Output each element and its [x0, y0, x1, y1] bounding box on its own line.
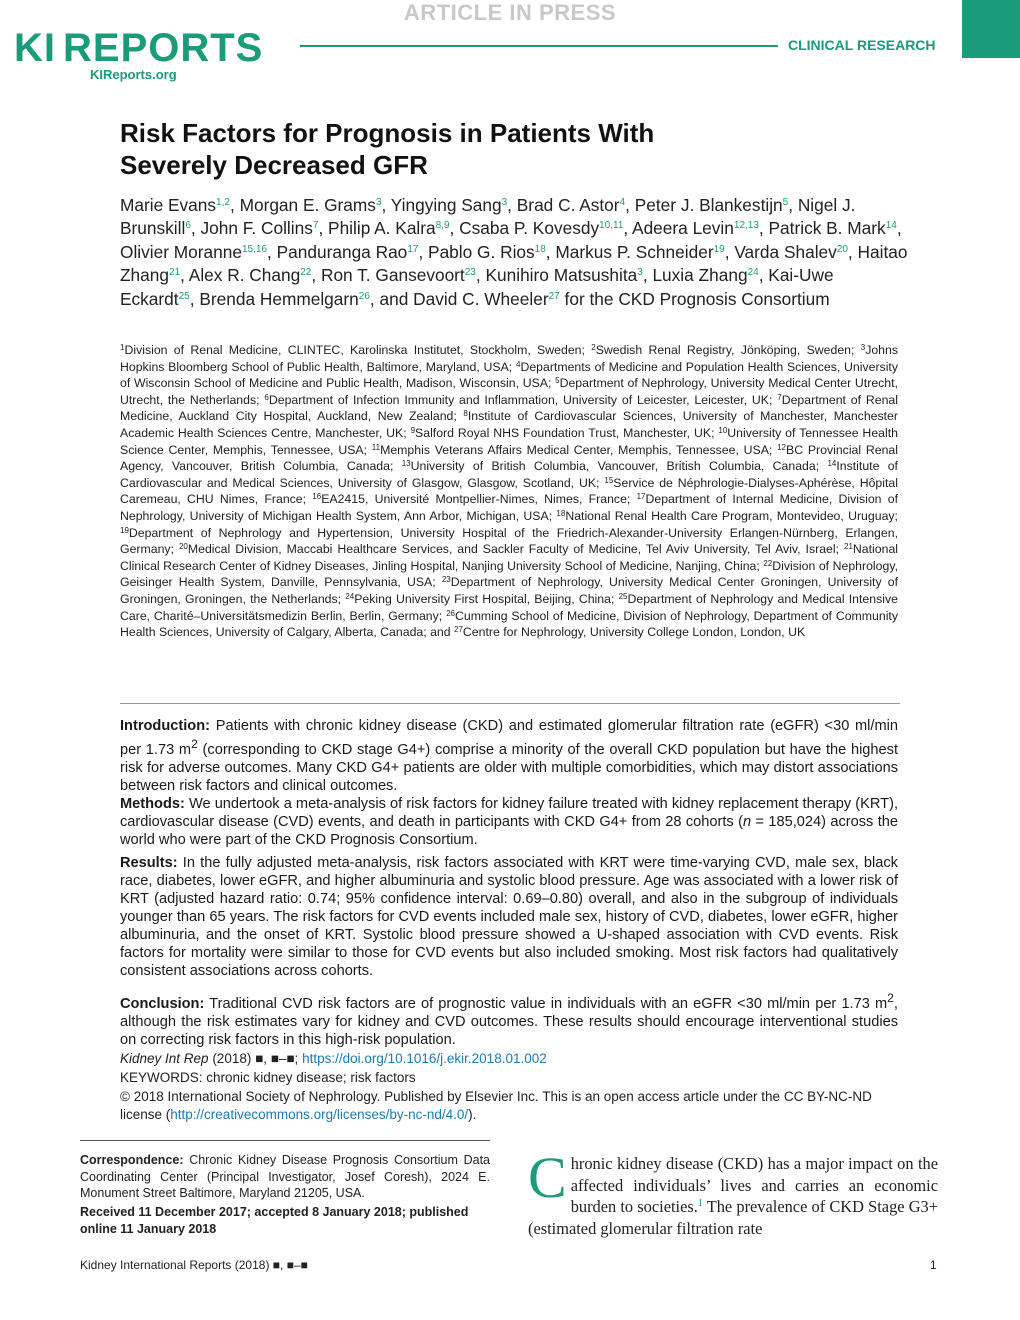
correspondence-rule	[80, 1140, 490, 1141]
affiliation-number: 4	[515, 359, 521, 369]
author-affiliation-ref[interactable]: 10,11	[599, 220, 624, 232]
author-affiliation-ref[interactable]: 22	[300, 267, 312, 279]
affiliation-text: Division of Renal Medicine, CLINTEC, Karolinska Institutet, Stockholm, Sweden;	[124, 343, 585, 357]
affiliation-text: Institute of Cardiovascular and Medical Sciences, University of Glasgow, Glasgow, Scotland, UK;	[120, 459, 898, 490]
author-name[interactable]: Adeera Levin	[632, 218, 734, 239]
correspondence-label: Correspondence:	[80, 1153, 184, 1167]
affiliation-number: 7	[777, 392, 782, 402]
author-list: Marie Evans$^{1,2}$, Morgan E. Grams$^3$, Yingying Sang$^3$, Brad C. Astor$^4$, Peter J. Blankestijn$^5$, Nigel J. Brunskill$^6$, John F. Collins$^7$, Philip A. Kalra$^{8,9}$, Csaba P. Kovesdy$^{10,11}$, Adeera Levin$^{12,13}$, Patrick B. Mark$^{14}$, Olivier Moranne$^{15,16}$, Panduranga Rao$^{17}$, Pablo G. Rios$^{18}$, Markus P. Schneider$^{19}$, Varda Shalev$^{20}$, Haitao Zhang$^{21}$, Alex R. Chang$^{22}$, Ron T. Gansevoort$^{23}$, Kunihiro Matsushita$^3$, Luxia Zhang$^{24}$, Kai-Uwe Eckardt$^{25}$, Brenda Hemmelgarn$^{26}$, and David C. Wheeler$^{27}$ for the CKD Prognosis Consortium	[120, 195, 908, 309]
page-number: 1	[930, 1258, 937, 1272]
results-label: Results:	[120, 855, 178, 871]
drop-cap: C	[528, 1145, 567, 1210]
author-affiliation-ref[interactable]: 1,2	[216, 197, 230, 208]
conclusion-text-cont: , although the risk estimates vary for kidney and CVD outcomes. These results should encourage interventional studies on correcting risk factors in this high-risk population.	[120, 995, 898, 1048]
affiliation-number: 8	[463, 409, 468, 419]
logo-reports: REPORTS	[63, 26, 264, 70]
affiliation-text: University of British Columbia, Vancouver, British Columbia, Canada;	[410, 459, 820, 474]
affiliation-number: 15	[604, 475, 614, 485]
affiliation-text: Memphis Veterans Affairs Medical Center, Memphis, Tennessee, USA;	[380, 442, 773, 457]
methods-label: Methods:	[120, 796, 185, 812]
affiliation-text: Division of Nephrology, Geisinger Health System, Danville, Pennsylvania, USA;	[120, 558, 898, 590]
affiliation-number: 13	[401, 459, 411, 469]
affiliation-text: Peking University First Hospital, Beijing, China;	[354, 591, 615, 606]
copyright-text: © 2018 International Society of Nephrology. Published by Elsevier Inc. This is an open access article under the CC BY-NC-ND license (	[120, 1089, 872, 1122]
citation-journal: Kidney Int Rep	[120, 1051, 209, 1066]
introduction-text: Patients with chronic kidney disease (CKD) and estimated glomerular filtration rate (eGFR) <30 ml/min per 1.73 m	[120, 718, 898, 758]
affiliation-number: 20	[178, 542, 188, 552]
affiliation-text: Department of Nephrology, University Medical Center Utrecht, Utrecht, the Netherlands;	[120, 376, 898, 407]
affiliation-number: 25	[618, 591, 628, 601]
affiliation-text: National Renal Health Care Program, Montevideo, Uruguay;	[565, 508, 898, 523]
affiliation-text: Medical Division, Maccabi Healthcare Services, and Sackler Faculty of Medicine, Tel Aviv University, Tel Aviv, Israel;	[187, 542, 840, 557]
author-name[interactable]: Patrick B. Mark	[768, 218, 886, 239]
introduction-sup: 2	[191, 737, 198, 751]
author-affiliation-ref[interactable]: 14	[885, 220, 897, 232]
keywords: KEYWORDS: chronic kidney disease; risk factors	[120, 1070, 416, 1085]
affiliation-number: 3	[860, 343, 866, 352]
affiliation-number: 24	[345, 591, 355, 601]
author-affiliation-ref[interactable]: 7	[312, 220, 319, 232]
abstract-results	[120, 854, 898, 980]
author-name[interactable]: Brad C. Astor	[516, 195, 620, 215]
body-text-b: The prevalence of CKD Stage G3+ (estimated glomerular filtration rate	[528, 1197, 938, 1238]
abstract-conclusion	[120, 989, 898, 1049]
affiliation-text: Department of Renal Medicine, Auckland City Hospital, Auckland, New Zealand;	[120, 392, 899, 424]
affiliation-number: 14	[827, 459, 837, 469]
affiliation-number: 9	[410, 425, 416, 435]
affiliation-number: 22	[763, 558, 773, 568]
author-affiliation-ref[interactable]: 23	[464, 267, 476, 279]
affiliation-number: 11	[371, 442, 381, 452]
logo-ki: KI	[14, 26, 56, 70]
license-link[interactable]: http://creativecommons.org/licenses/by-nc-nd/4.0/	[170, 1106, 469, 1122]
affiliation-number: 10	[718, 425, 728, 435]
author-name[interactable]: Peter J. Blankestijn	[634, 195, 783, 215]
affiliation-text: Departments of Medicine and Population Health Sciences, University of Wisconsin School of Medicine and Public Health, Madison, Wisconsin, USA;	[120, 359, 898, 391]
citation-details: (2018) ■, ■–■;	[208, 1051, 303, 1066]
author-affiliation-ref[interactable]: 4	[619, 197, 626, 208]
author-name[interactable]: Nigel J. Brunskill	[120, 195, 856, 239]
author-name[interactable]: Panduranga Rao	[276, 241, 408, 262]
logo-divider	[57, 30, 62, 64]
affiliation-number: 17	[636, 492, 646, 502]
author-affiliation-ref[interactable]: 18	[534, 243, 546, 255]
conclusion-label: Conclusion:	[120, 995, 205, 1012]
affiliation-number: 27	[454, 625, 463, 635]
affiliation-text: Institute of Cardiovascular Sciences, University of Manchester, Manchester Academic Health Sciences Centre, Manchester, UK;	[120, 409, 898, 440]
introduction-label: Introduction:	[120, 718, 210, 734]
doi-link[interactable]: https://doi.org/10.1016/j.ekir.2018.01.002	[302, 1051, 547, 1066]
author-affiliation-ref[interactable]: 24	[747, 267, 759, 279]
body-text	[528, 1145, 938, 1239]
author-name[interactable]: Csaba P. Kovesdy	[459, 218, 600, 239]
author-name[interactable]: Varda Shalev	[734, 241, 837, 262]
methods-text: We undertook a meta-analysis of risk factors for kidney failure treated with kidney replacement therapy (KRT), cardiovascular disease (CVD) events, and death in participants with CKD G4+ from 28 cohorts (	[120, 796, 898, 830]
author-name[interactable]: Markus P. Schneider	[555, 241, 714, 262]
author-affiliation-ref[interactable]: 21	[169, 267, 181, 279]
author-name[interactable]: John F. Collins	[200, 218, 313, 239]
author-affiliation-ref[interactable]: 3	[375, 197, 382, 208]
title-line-1: Risk Factors for Prognosis in Patients With	[120, 118, 655, 148]
author-affiliation-ref[interactable]: 26	[358, 290, 370, 302]
author-name[interactable]: Ron T. Gansevoort	[320, 265, 465, 286]
affiliation-number: 26	[446, 608, 455, 618]
affiliation-number: 2	[591, 343, 596, 352]
journal-url[interactable]: KIReports.org	[90, 67, 177, 82]
author-affiliation-ref[interactable]: 25	[178, 290, 190, 302]
affiliation-text: Department of Internal Medicine, Division of Nephrology, University of Michigan Health System, Ann Arbor, Michigan, USA;	[120, 492, 898, 523]
affiliation-text: Department of Nephrology, University Medical Center Groningen, University of Groningen, Groningen, the Netherlands;	[120, 575, 898, 606]
affiliation-number: 19	[120, 525, 129, 535]
affiliations	[120, 342, 898, 641]
author-affiliation-ref[interactable]: 27	[548, 290, 560, 302]
conclusion-text: Traditional CVD risk factors are of prognostic value in individuals with an eGFR <30 ml/min per 1.73 m	[209, 995, 888, 1012]
section-label: CLINICAL RESEARCH	[788, 37, 936, 53]
affiliation-text: EA2415, Université Montpellier-Nimes, Nimes, France;	[321, 492, 631, 507]
abstract-introduction	[120, 717, 898, 795]
author-name[interactable]: Luxia Zhang	[652, 265, 748, 286]
authors-and: and	[379, 288, 409, 309]
affiliation-number: 6	[264, 392, 269, 402]
correspondence-text: Chronic Kidney Disease Prognosis Consortium Data Coordinating Center (Principal Investigator, Josef Coresh), 2024 E. Monument Street Baltimore, Maryland 21205, USA.	[80, 1153, 490, 1200]
affiliation-text: Department of Nephrology and Hypertension, University Hospital of the Friedrich-Alexander-University Erlangen-Nürnberg, Erlangen, Germany;	[120, 525, 898, 557]
author-name[interactable]: Morgan E. Grams	[239, 195, 376, 215]
author-affiliation-ref[interactable]: 5	[782, 197, 789, 208]
affiliation-text: Salford Royal NHS Foundation Trust, Manchester, UK;	[415, 425, 715, 440]
author-name[interactable]: David C. Wheeler	[413, 288, 549, 309]
affiliation-text: Service de Néphrologie-Dialyses-Aphérèse, Hôpital Caremeau, CHU Nimes, France;	[120, 475, 898, 507]
author-affiliation-ref[interactable]: 19	[713, 243, 725, 255]
author-name[interactable]: Olivier Moranne	[120, 241, 242, 262]
author-name[interactable]: Kunihiro Matsushita	[485, 265, 638, 286]
affiliation-number: 21	[844, 542, 853, 552]
footer-journal: Kidney International Reports (2018) ■, ■–■	[80, 1258, 308, 1272]
affiliation-number: 1	[120, 343, 125, 352]
author-affiliation-ref[interactable]: 3	[637, 267, 643, 279]
correspondence	[80, 1152, 490, 1202]
affiliation-number: 12	[777, 442, 786, 452]
author-name[interactable]: Alex R. Chang	[188, 265, 301, 286]
affiliation-text: University of Tennessee Health Science Center, Memphis, Tennessee, USA;	[120, 425, 898, 457]
abstract-rule	[120, 703, 900, 704]
author-name[interactable]: Philip A. Kalra	[328, 218, 436, 239]
author-name[interactable]: Marie Evans	[120, 195, 217, 215]
author-name[interactable]: Brenda Hemmelgarn	[199, 288, 359, 309]
methods-text-cont: = 185,024) across the world who were part of the CKD Prognosis Consortium.	[120, 814, 898, 848]
article-in-press-banner: ARTICLE IN PRESS	[403, 0, 617, 25]
affiliation-text: Centre for Nephrology, University College London, London, UK	[462, 625, 806, 640]
author-affiliation-ref[interactable]: 20	[836, 243, 848, 255]
journal-logo	[14, 28, 263, 68]
affiliation-text: Department of Infection Immunity and Inflammation, University of Leicester, Leicester, UK;	[268, 392, 773, 407]
citation-line	[120, 1050, 900, 1068]
article-title	[120, 117, 900, 181]
header-rule	[300, 45, 778, 47]
author-affiliation-ref[interactable]: 15,16	[241, 243, 268, 255]
introduction-text-cont: (corresponding to CKD stage G4+) comprise a minority of the overall CKD population but have the highest risk for adverse outcomes. Many CKD G4+ patients are older with multiple comorbidities, which may distort associations between risk factors and clinical outcomes.	[120, 741, 899, 794]
received-dates: Received 11 December 2017; accepted 8 January 2018; published online 11 January 2018	[80, 1205, 469, 1236]
author-name[interactable]: Pablo G. Rios	[428, 241, 535, 262]
conclusion-sup: 2	[887, 991, 894, 1005]
consortium-credit: for the CKD Prognosis Consortium	[564, 288, 830, 309]
methods-n: n	[742, 814, 752, 830]
author-name[interactable]: Yingying Sang	[390, 195, 502, 215]
affiliation-text: Johns Hopkins Bloomberg School of Public Health, Baltimore, Maryland, USA;	[120, 343, 899, 374]
author-affiliation-ref[interactable]: 8,9	[435, 220, 450, 232]
affiliation-text: Cumming School of Medicine, Division of Nephrology, Department of Community Health Sciences, University of Calgary, Alberta, Canada; and	[120, 608, 898, 640]
copyright-close: ).	[468, 1106, 477, 1122]
affiliation-number: 23	[441, 575, 451, 585]
author-affiliation-ref[interactable]: 12,13	[733, 220, 759, 232]
author-affiliation-ref[interactable]: 3	[501, 197, 508, 208]
author-name[interactable]: Kai-Uwe Eckardt	[120, 265, 834, 309]
reference-1[interactable]: 1	[697, 1198, 703, 1209]
affiliation-text: BC Provincial Renal Agency, Vancouver, British Columbia, Canada;	[120, 442, 898, 474]
body-text-a: hronic kidney disease (CKD) has a major impact on the affected individuals’ lives and carries an economic burden to societies.	[570, 1154, 938, 1216]
affiliation-text: Swedish Renal Registry, Jönköping, Sweden;	[595, 343, 855, 357]
abstract-methods	[120, 795, 898, 849]
corner-tab	[962, 0, 1020, 58]
author-affiliation-ref[interactable]: 17	[407, 243, 419, 255]
affiliation-number: 18	[556, 508, 566, 518]
results-text: In the fully adjusted meta-analysis, risk factors associated with KRT were time-varying CVD, male sex, black race, diabetes, lower eGFR, and higher albuminuria and systolic blood pressure. Age was associated with a lower risk of KRT (adjusted hazard ratio: 0.74; 95% confidence interval: 0.69–0.80) overall, and also in the subgroup of individuals younger than 65 years. The risk factors for CVD events included male sex, history of CVD, diabetes, lower eGFR, higher albuminuria, and the onset of KRT. Systolic blood pressure showed a U-shaped association with CVD events. Risk factors for mortality were similar to those for CVD events but also included smoking. Most risk factors had qualitatively consistent associations across cohorts.	[120, 855, 898, 979]
copyright	[120, 1088, 900, 1123]
author-affiliation-ref[interactable]: 6	[185, 220, 191, 232]
author-name[interactable]: Haitao Zhang	[120, 241, 908, 286]
affiliation-text: National Clinical Research Center of Kidney Diseases, Jinling Hospital, Nanjing University School of Medicine, Nanjing, China;	[120, 542, 899, 573]
affiliation-number: 5	[555, 376, 560, 386]
affiliation-number: 16	[312, 492, 322, 502]
title-line-2: Severely Decreased GFR	[120, 150, 428, 180]
affiliation-text: Department of Nephrology and Medical Intensive Care, Charité–Universitätsmedizin Berlin, Berlin, Germany;	[120, 591, 898, 623]
